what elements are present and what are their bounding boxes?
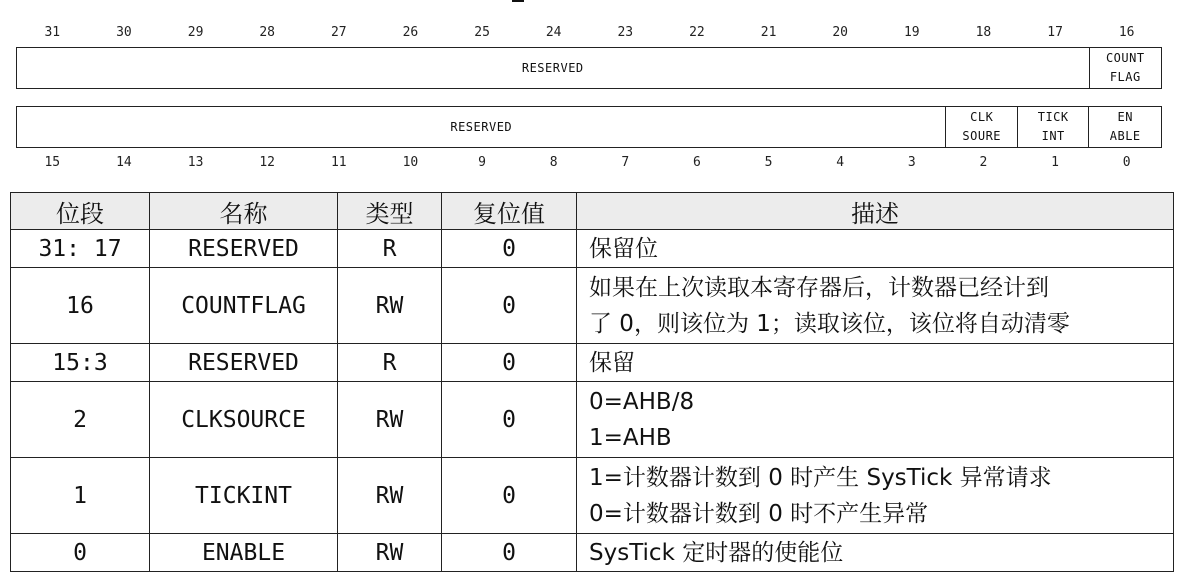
- cell-name: ENABLE: [150, 534, 338, 572]
- bit-number: 13: [187, 155, 204, 170]
- header-type: 类型: [338, 193, 442, 230]
- cell-description: 保留位: [577, 230, 1174, 268]
- cell-name: COUNTFLAG: [150, 268, 338, 344]
- lower-bit-numbers: [16, 155, 1162, 173]
- bit-number: 0: [1122, 155, 1131, 170]
- bit-number: 19: [903, 25, 920, 40]
- field-enable: EN ABLE: [1109, 110, 1141, 143]
- cell-description: 保留: [577, 344, 1174, 382]
- header-name: 名称: [150, 193, 338, 230]
- bit-number: 6: [692, 155, 701, 170]
- upper-bit-numbers: [16, 25, 1162, 43]
- cell-name: RESERVED: [150, 344, 338, 382]
- cell-type: RW: [338, 382, 442, 458]
- bit-number: 24: [545, 25, 562, 40]
- lower-register-bar: [16, 106, 1162, 148]
- bit-number: 5: [764, 155, 773, 170]
- bit-number: 28: [259, 25, 276, 40]
- cell-description: 如果在上次读取本寄存器后，计数器已经计到 了 0，则该位为 1；读取该位，该位将自动清零: [577, 268, 1174, 344]
- cell-description: SysTick 定时器的使能位: [577, 534, 1174, 572]
- cell-reset: 0: [442, 344, 577, 382]
- bit-number: 22: [689, 25, 705, 40]
- cell-bits: 16: [11, 268, 150, 344]
- header-description: 描述: [577, 193, 1174, 230]
- cell-bits: 2: [11, 382, 150, 458]
- bit-number: 8: [549, 155, 558, 170]
- cell-name: TICKINT: [150, 458, 338, 534]
- cell-name: CLKSOURCE: [150, 382, 338, 458]
- table-row: [11, 230, 1174, 268]
- upper-register-bar: [16, 47, 1162, 89]
- bit-number: 10: [402, 155, 419, 170]
- cell-bits: 1: [11, 458, 150, 534]
- bit-number: 21: [760, 25, 777, 40]
- field-tickint: TICK INT: [1018, 107, 1089, 147]
- bit-number: 12: [259, 155, 276, 170]
- bit-number: 2: [979, 155, 988, 170]
- cell-description: 1=计数器计数到 0 时产生 SysTick 异常请求 0=计数器计数到 0 时不产生异常: [577, 458, 1174, 534]
- bit-number: 11: [330, 155, 347, 170]
- table-header-row: [11, 193, 1174, 230]
- bit-number: 7: [621, 155, 630, 170]
- bit-number: 4: [836, 155, 845, 170]
- bit-number: 23: [617, 25, 634, 40]
- cell-type: RW: [338, 458, 442, 534]
- header-reset: 复位值: [442, 193, 577, 230]
- bit-number: 26: [402, 25, 419, 40]
- cell-description: 0=AHB/8 1=AHB: [577, 382, 1174, 458]
- table-row: [11, 382, 1174, 458]
- bit-number: 30: [116, 25, 132, 40]
- bit-number: 18: [975, 25, 992, 40]
- register-description-table: [10, 192, 1174, 572]
- cell-bits: 31: 17: [11, 230, 150, 268]
- table-row: [11, 534, 1174, 572]
- bit-number: 20: [832, 25, 849, 40]
- bit-number: 15: [44, 155, 61, 170]
- bit-number: 14: [116, 155, 132, 170]
- bit-number: 25: [474, 25, 490, 40]
- table-row: [11, 268, 1174, 344]
- bit-number: 17: [1047, 25, 1063, 40]
- field-clksource: CLK SOURE: [946, 107, 1017, 147]
- cell-reset: 0: [442, 458, 577, 534]
- field-reserved-upper: RESERVED: [17, 48, 1090, 88]
- bit-number: 29: [187, 25, 204, 40]
- field-countflag: COUNT FLAG: [1105, 51, 1145, 84]
- table-row: [11, 344, 1174, 382]
- cell-reset: 0: [442, 534, 577, 572]
- bit-number: 3: [907, 155, 916, 170]
- bit-number: 1: [1051, 155, 1059, 170]
- bit-number: 9: [478, 155, 486, 170]
- cell-bits: 0: [11, 534, 150, 572]
- bit-number: 16: [1118, 25, 1135, 40]
- bit-number: 31: [44, 25, 61, 40]
- cell-reset: 0: [442, 382, 577, 458]
- cell-name: RESERVED: [150, 230, 338, 268]
- cell-reset: 0: [442, 230, 577, 268]
- cell-reset: 0: [442, 268, 577, 344]
- top-crop-mark: [512, 0, 524, 2]
- table-row: [11, 458, 1174, 534]
- bit-number: 27: [330, 25, 347, 40]
- field-reserved-lower: RESERVED: [17, 107, 946, 147]
- cell-bits: 15:3: [11, 344, 150, 382]
- cell-type: RW: [338, 268, 442, 344]
- cell-type: R: [338, 344, 442, 382]
- cell-type: R: [338, 230, 442, 268]
- cell-type: RW: [338, 534, 442, 572]
- header-bits: 位段: [11, 193, 150, 230]
